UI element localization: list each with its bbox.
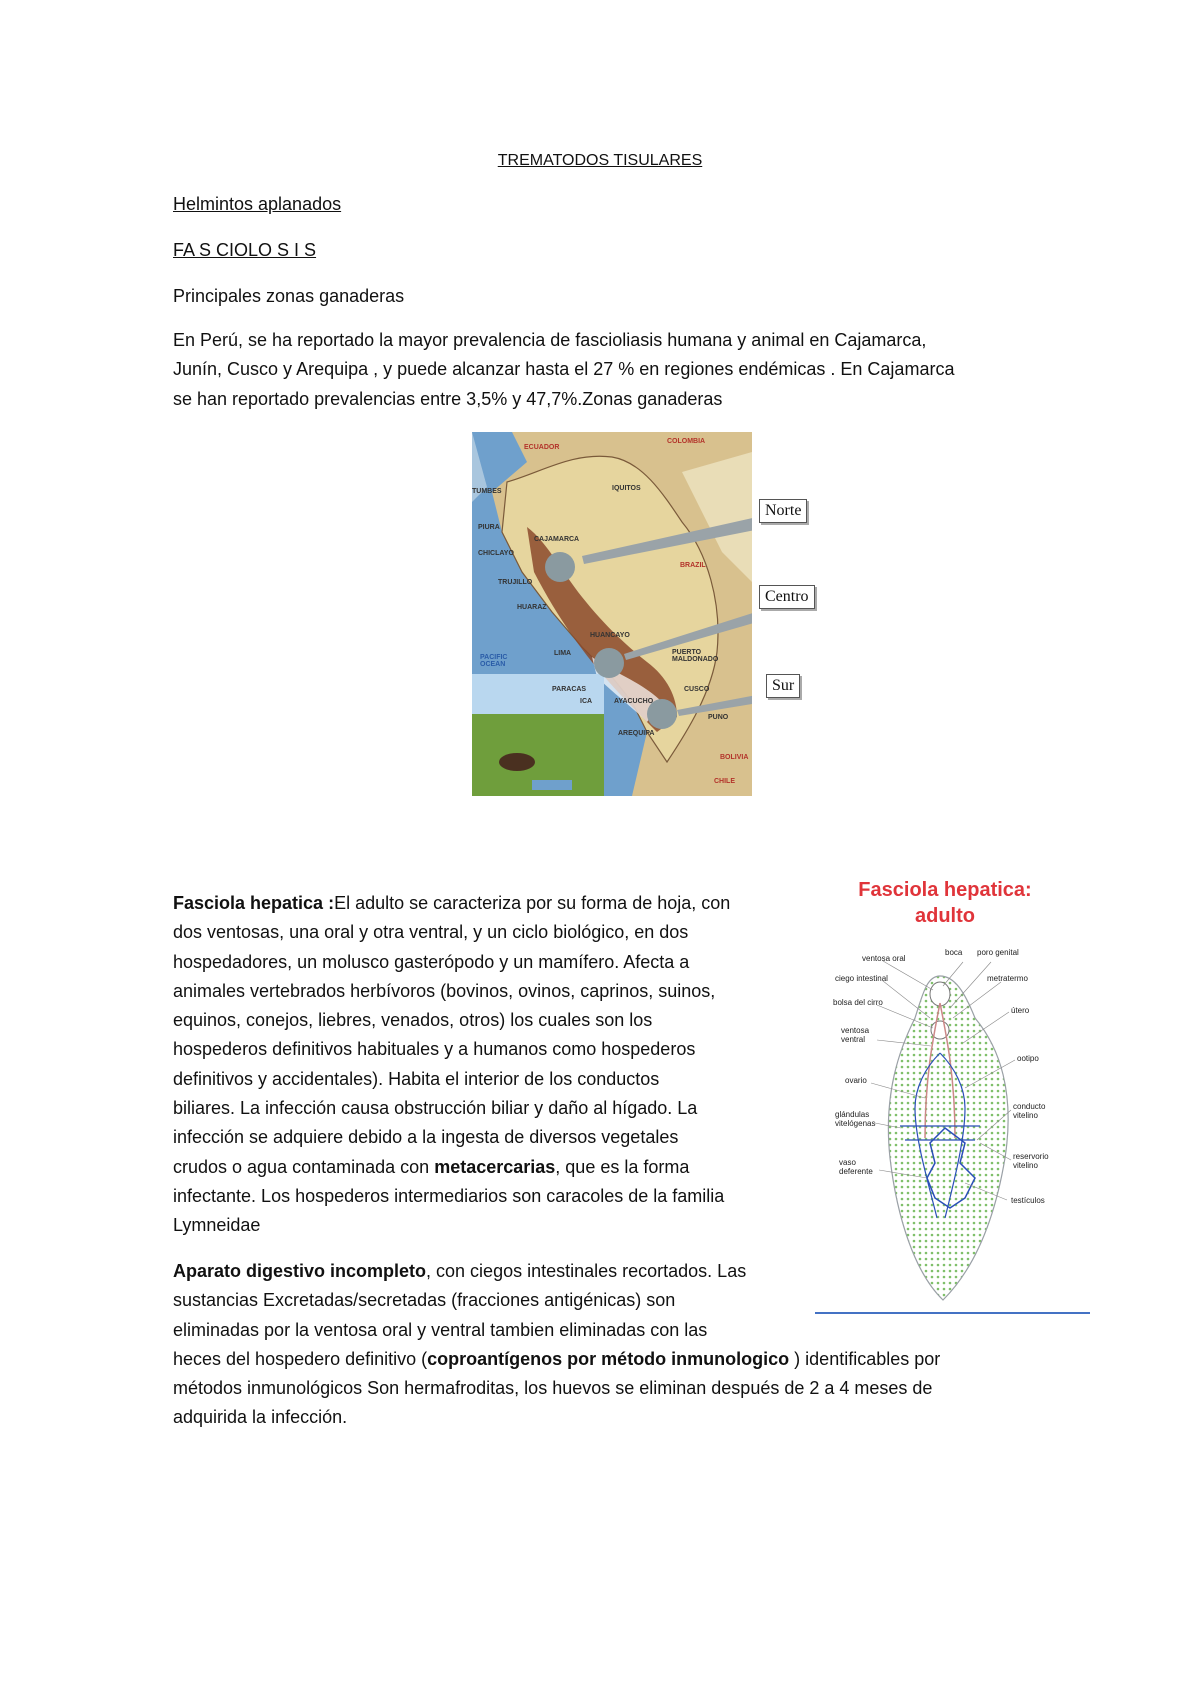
map-place-iquitos: IQUITOS <box>612 485 641 492</box>
label-ovario: ovario <box>845 1076 867 1085</box>
map-label-sur: Sur <box>766 674 800 698</box>
map-place-lima: LIMA <box>554 650 572 657</box>
map-place-chiclayo: CHICLAYO <box>478 550 514 557</box>
fasciola-line: dos ventosas, una oral y otra ventral, y un ciclo biológico, en dos <box>173 922 689 943</box>
map-place-brazil: BRAZIL <box>680 562 706 569</box>
map-place-huancayo: HUANCAYO <box>590 632 630 639</box>
fasciola-line: infección se adquiere debido a la ingesta de diversos vegetales <box>173 1127 679 1148</box>
digestive-lead: Aparato digestivo incompleto <box>173 1261 427 1281</box>
fasciola-hepatica-figure <box>815 878 1105 1318</box>
map-place-ayacucho: AYACUCHO <box>614 698 654 705</box>
digestive-line-text: ) identificables por <box>789 1348 941 1369</box>
fasciola-line: hospederos definitivos habituales y a humanos como hospederos <box>173 1039 696 1060</box>
map-place-arequipa: AREQUIPA <box>618 730 655 737</box>
digestive-line: eliminadas por la ventosa oral y ventral tambien eliminadas con las <box>173 1319 708 1340</box>
map-place-colombia: COLOMBIA <box>667 438 706 445</box>
fasciola-line: animales vertebrados herbívoros (bovinos, ovinos, caprinos, suinos, <box>173 980 716 1001</box>
fasciola-line: infectante. Los hospederos intermediarios son caracoles de la familia <box>173 1185 725 1206</box>
map-place-paracas: PARACAS <box>552 686 587 693</box>
label-utero: útero <box>1011 1006 1030 1015</box>
digestive-line-text: , con ciegos intestinales recortados. Las <box>426 1261 747 1281</box>
fasciola-line-text: El adulto se caracteriza por su forma de hoja, con <box>334 893 731 913</box>
map-place-bolivia: BOLIVIA <box>720 754 749 761</box>
figure-subtitle: adulto <box>915 905 975 927</box>
map-label-norte: Norte <box>759 499 807 523</box>
digestive-line-4 <box>173 1345 940 1374</box>
label-glandulas-vitelogenas: glándulas vitelógenas <box>835 1110 876 1128</box>
label-ventosa-oral: ventosa oral <box>862 954 906 963</box>
label-boca: boca <box>945 948 963 957</box>
label-ciego-intestinal: ciego intestinal <box>835 974 888 983</box>
fasciola-line: hospedadores, un molusco gasterópodo y un mamífero. Afecta a <box>173 951 690 972</box>
map-place-ica: ICA <box>580 698 593 705</box>
map-place-cajamarca: CAJAMARCA <box>534 536 580 543</box>
label-bolsa-del-cirro: bolsa del cirro <box>833 998 883 1007</box>
fasciola-line: equinos, conejos, liebres, venados, otros) los cuales son los <box>173 1010 653 1031</box>
map-place-huaraz: HUARAZ <box>517 604 547 611</box>
map-place-pacific-ocean: PACIFIC OCEAN <box>480 654 508 668</box>
label-poro-genital: poro genital <box>977 948 1019 957</box>
label-metratermo: metratermo <box>987 974 1028 983</box>
metacercarias-term: metacercarias <box>434 1156 556 1177</box>
peru-map-figure <box>472 432 828 796</box>
label-testiculos: testículos <box>1011 1196 1045 1205</box>
digestive-line: sustancias Excretadas/secretadas (fracciones antigénicas) son <box>173 1290 676 1311</box>
label-conducto-vitelino: conducto vitelino <box>1013 1102 1046 1120</box>
fasciola-paragraph <box>173 889 730 1241</box>
map-place-cusco: CUSCO <box>684 686 710 693</box>
label-reservorio-vitelino: reservorio vitelino <box>1013 1152 1049 1170</box>
map-place-puno: PUNO <box>708 714 729 721</box>
fasciola-line-text: crudos o agua contaminada con <box>173 1156 435 1177</box>
intro-line: Junín, Cusco y Arequipa , y puede alcanzar hasta el 27 % en regiones endémicas . En Cajamarca <box>173 359 955 380</box>
fasciola-line: Lymneidae <box>173 1215 261 1236</box>
subtitle: Helmintos aplanados <box>173 194 342 214</box>
fasciola-lead: Fasciola hepatica : <box>173 893 335 913</box>
label-ootipo: ootipo <box>1017 1054 1039 1063</box>
fasciola-line-1 <box>173 889 730 918</box>
label-vaso-deferente: vaso deferente <box>839 1158 873 1176</box>
map-place-chile: CHILE <box>714 778 735 785</box>
coproantigenos-term: coproantígenos por método inmunologico <box>427 1348 790 1369</box>
fasciola-line-text: , que es la forma <box>555 1156 690 1177</box>
fasciola-line-10 <box>173 1153 730 1182</box>
digestive-line-text: heces del hospedero definitivo ( <box>173 1348 428 1369</box>
fasciola-line: biliares. La infección causa obstrucción biliar y daño al hígado. La <box>173 1098 698 1119</box>
map-place-puerto-maldonado: PUERTO MALDONADO <box>672 649 719 663</box>
fasciola-diagram <box>815 878 1105 1318</box>
map-place-ecuador: ECUADOR <box>524 444 560 451</box>
digestive-line: métodos inmunológicos Son hermafroditas, los huevos se eliminan después de 2 a 4 meses de <box>173 1378 933 1399</box>
digestive-line: adquirida la infección. <box>173 1407 348 1428</box>
intro-line: se han reportado prevalencias entre 3,5% y 47,7%.Zonas ganaderas <box>173 388 723 409</box>
map-place-piura: PIURA <box>478 524 500 531</box>
fasciola-line: definitivos y accidentales). Habita el interior de los conductos <box>173 1068 660 1089</box>
map-place-tumbes: TUMBES <box>472 488 502 495</box>
figure-title: Fasciola hepatica: <box>858 879 1032 901</box>
intro-paragraph <box>173 326 954 414</box>
section-heading: FA S CIOLO S I S <box>173 240 317 260</box>
map-place-trujillo: TRUJILLO <box>498 579 533 586</box>
map-label-centro: Centro <box>759 585 815 609</box>
intro-line: En Perú, se ha reportado la mayor prevalencia de fascioliasis humana y animal en Cajamarca, <box>173 330 927 350</box>
zones-heading: Principales zonas ganaderas <box>173 286 405 306</box>
page-title: TREMATODOS TISULARES <box>497 152 703 169</box>
label-ventosa-ventral: ventosa ventral <box>841 1026 870 1044</box>
